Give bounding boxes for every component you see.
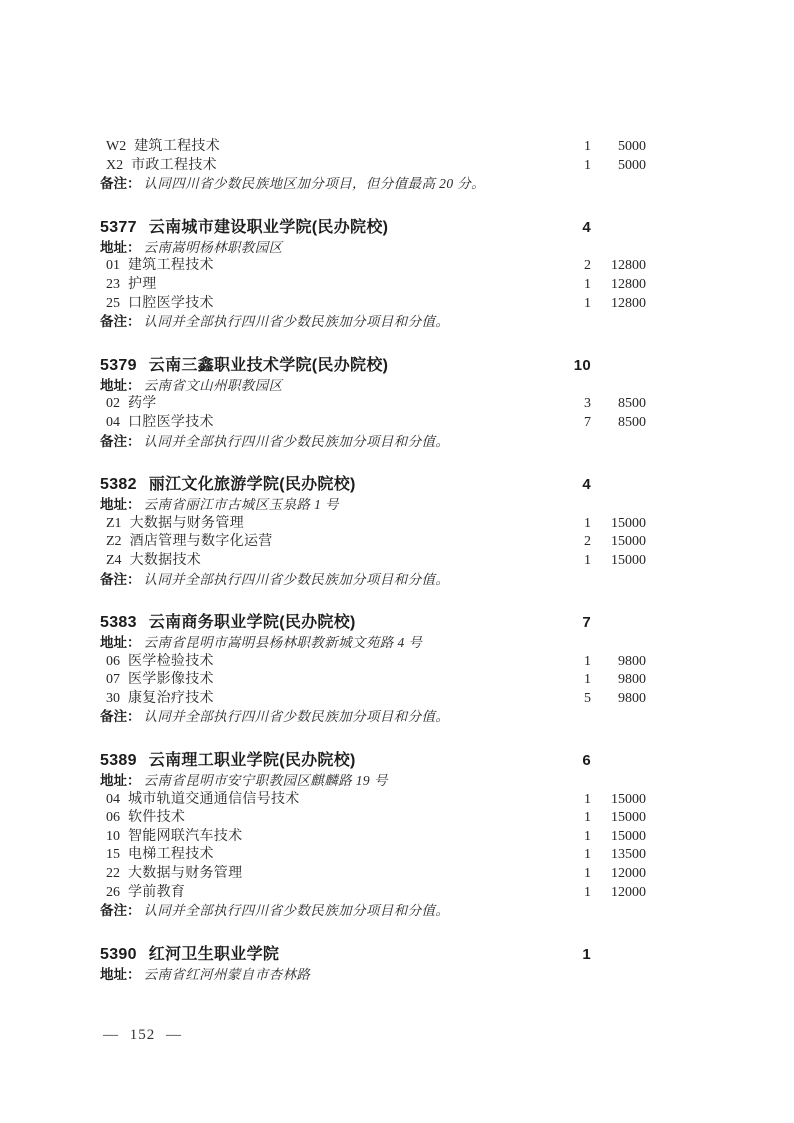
college-section <box>100 138 646 194</box>
course-plan-count: 1 <box>584 884 591 900</box>
remark-value: 认同并全部执行四川省少数民族加分项目和分值。 <box>143 709 450 725</box>
college-name: 云南城市建设职业学院(民办院校) <box>148 218 389 236</box>
course-plan-count: 1 <box>584 791 591 807</box>
course-tuition: 8500 <box>618 414 646 430</box>
course-plan-count: 7 <box>584 414 591 430</box>
college-code: 5379 <box>100 356 137 374</box>
course-row <box>100 809 646 828</box>
course-tuition: 12800 <box>611 276 646 292</box>
address-label: 地址： <box>100 377 141 393</box>
course-name: 口腔医学技术 <box>128 414 214 430</box>
college-code: 5383 <box>100 614 137 632</box>
course-tuition: 13500 <box>611 847 646 863</box>
remark-value: 认同并全部执行四川省少数民族加分项目和分值。 <box>143 571 450 587</box>
course-plan-count: 1 <box>584 866 591 882</box>
course-plan-count: 1 <box>584 157 591 173</box>
course-tuition: 15000 <box>611 534 646 550</box>
college-header <box>100 216 646 239</box>
college-code: 5382 <box>100 476 137 494</box>
course-tuition: 9800 <box>618 653 646 669</box>
course-code: 26 <box>106 884 120 900</box>
college-section <box>100 354 646 451</box>
course-code: 22 <box>106 866 120 882</box>
course-tuition: 15000 <box>611 791 646 807</box>
college-total-plan: 4 <box>582 476 591 494</box>
course-row <box>100 884 646 903</box>
course-row <box>100 276 646 295</box>
course-plan-count: 1 <box>584 515 591 531</box>
course-tuition: 8500 <box>618 396 646 412</box>
course-code: 25 <box>106 295 120 311</box>
remark-row <box>100 433 646 452</box>
course-name: 口腔医学技术 <box>128 295 214 311</box>
course-row <box>100 690 646 709</box>
college-name: 红河卫生职业学院 <box>148 945 280 963</box>
course-plan-count: 2 <box>584 534 591 550</box>
address-value: 云南省文山州职教园区 <box>143 377 283 393</box>
course-name: 大数据技术 <box>129 552 202 568</box>
course-row <box>100 865 646 884</box>
course-row <box>100 515 646 534</box>
address-label: 地址： <box>100 966 141 982</box>
course-plan-count: 2 <box>584 258 591 274</box>
address-value: 云南省昆明市嵩明县杨林职教新城文苑路 4 号 <box>143 635 423 651</box>
course-tuition: 5000 <box>618 139 646 154</box>
course-code: W2 <box>106 139 127 154</box>
course-code: 23 <box>106 276 120 292</box>
course-name: 智能网联汽车技术 <box>128 828 243 844</box>
course-name: 药学 <box>128 396 157 412</box>
address-row <box>100 634 646 653</box>
remark-row <box>100 902 646 921</box>
college-header <box>100 354 646 377</box>
course-row <box>100 653 646 672</box>
address-value: 云南省昆明市安宁职教园区麒麟路 19 号 <box>143 773 388 789</box>
course-plan-count: 1 <box>584 653 591 669</box>
college-section <box>100 749 646 921</box>
college-total-plan: 1 <box>582 945 591 963</box>
address-value: 云南省丽江市古城区玉泉路 1 号 <box>143 497 339 513</box>
course-row <box>100 846 646 865</box>
course-code: 15 <box>106 847 120 863</box>
course-code: 06 <box>106 653 120 669</box>
course-code: Z1 <box>106 515 122 531</box>
admissions-list <box>100 138 646 984</box>
address-value: 云南嵩明杨林职教园区 <box>143 239 283 255</box>
address-row <box>100 239 646 258</box>
course-plan-count: 1 <box>584 295 591 311</box>
remark-row <box>100 571 646 590</box>
course-list <box>100 138 646 175</box>
course-name: 建筑工程技术 <box>134 139 221 154</box>
college-code: 5390 <box>100 945 137 963</box>
course-row <box>100 295 646 314</box>
course-code: Z2 <box>106 534 122 550</box>
course-tuition: 12000 <box>611 884 646 900</box>
address-row <box>100 772 646 791</box>
course-plan-count: 5 <box>584 690 591 706</box>
address-row <box>100 496 646 515</box>
course-list <box>100 515 646 571</box>
remark-row <box>100 708 646 727</box>
course-name: 建筑工程技术 <box>128 258 214 274</box>
address-label: 地址： <box>100 239 141 255</box>
course-tuition: 12800 <box>611 295 646 311</box>
address-label: 地址： <box>100 497 141 513</box>
course-row <box>100 791 646 810</box>
college-name: 云南商务职业学院(民办院校) <box>148 614 356 632</box>
course-name: 电梯工程技术 <box>128 847 214 863</box>
course-plan-count: 1 <box>584 672 591 688</box>
course-code: X2 <box>106 157 124 173</box>
course-tuition: 12000 <box>611 866 646 882</box>
course-list <box>100 791 646 903</box>
college-section <box>100 473 646 589</box>
course-row <box>100 414 646 433</box>
course-tuition: 12800 <box>611 258 646 274</box>
remark-label: 备注： <box>100 433 141 449</box>
course-code: Z4 <box>106 552 122 568</box>
course-name: 城市轨道交通通信信号技术 <box>128 791 300 807</box>
course-tuition: 15000 <box>611 515 646 531</box>
course-code: 02 <box>106 396 120 412</box>
course-list <box>100 257 646 313</box>
course-plan-count: 1 <box>584 810 591 826</box>
address-label: 地址： <box>100 635 141 651</box>
course-row <box>100 552 646 571</box>
course-plan-count: 1 <box>584 552 591 568</box>
course-name: 护理 <box>128 276 157 292</box>
college-section <box>100 216 646 332</box>
address-row <box>100 377 646 396</box>
course-name: 大数据与财务管理 <box>129 515 244 531</box>
course-plan-count: 1 <box>584 847 591 863</box>
page-number: — 152 — <box>103 1027 182 1043</box>
college-total-plan: 4 <box>582 218 591 236</box>
course-code: 04 <box>106 791 120 807</box>
course-tuition: 15000 <box>611 552 646 568</box>
remark-label: 备注： <box>100 903 141 919</box>
course-row <box>100 395 646 414</box>
address-label: 地址： <box>100 773 141 789</box>
course-name: 软件技术 <box>128 810 186 826</box>
college-header <box>100 749 646 772</box>
course-name: 医学影像技术 <box>128 672 214 688</box>
college-total-plan: 6 <box>582 752 591 770</box>
remark-value: 认同并全部执行四川省少数民族加分项目和分值。 <box>143 903 450 919</box>
course-tuition: 15000 <box>611 828 646 844</box>
course-row <box>100 828 646 847</box>
remark-row <box>100 313 646 332</box>
remark-value: 认同四川省少数民族地区加分项目，但分值最高 20 分。 <box>143 176 486 192</box>
address-row <box>100 966 646 985</box>
course-tuition: 9800 <box>618 672 646 688</box>
college-total-plan: 10 <box>573 356 591 374</box>
course-code: 07 <box>106 672 120 688</box>
course-list <box>100 395 646 432</box>
course-plan-count: 1 <box>584 139 591 154</box>
course-row <box>100 138 646 157</box>
course-row <box>100 157 646 176</box>
remark-label: 备注： <box>100 176 141 192</box>
remark-value: 认同并全部执行四川省少数民族加分项目和分值。 <box>143 314 450 330</box>
course-row <box>100 257 646 276</box>
course-name: 医学检验技术 <box>128 653 214 669</box>
college-section <box>100 611 646 727</box>
course-tuition: 15000 <box>611 810 646 826</box>
course-name: 市政工程技术 <box>131 157 217 173</box>
remark-row <box>100 175 646 194</box>
college-code: 5389 <box>100 752 137 770</box>
college-section <box>100 943 646 985</box>
college-name: 云南三鑫职业技术学院(民办院校) <box>148 356 389 374</box>
course-tuition: 5000 <box>618 157 646 173</box>
course-code: 04 <box>106 414 120 430</box>
course-list <box>100 653 646 709</box>
college-header <box>100 473 646 496</box>
remark-label: 备注： <box>100 709 141 725</box>
course-row <box>100 671 646 690</box>
remark-value: 认同并全部执行四川省少数民族加分项目和分值。 <box>143 433 450 449</box>
college-name: 云南理工职业学院(民办院校) <box>148 752 356 770</box>
college-header <box>100 943 646 966</box>
remark-label: 备注： <box>100 314 141 330</box>
course-code: 10 <box>106 828 120 844</box>
course-name: 大数据与财务管理 <box>128 866 243 882</box>
course-plan-count: 1 <box>584 276 591 292</box>
course-plan-count: 1 <box>584 828 591 844</box>
course-row <box>100 533 646 552</box>
college-total-plan: 7 <box>582 614 591 632</box>
college-header <box>100 611 646 634</box>
college-name: 丽江文化旅游学院(民办院校) <box>148 476 356 494</box>
remark-label: 备注： <box>100 571 141 587</box>
course-plan-count: 3 <box>584 396 591 412</box>
course-name: 学前教育 <box>128 884 186 900</box>
course-name: 酒店管理与数字化运营 <box>129 534 273 550</box>
course-code: 01 <box>106 258 120 274</box>
address-value: 云南省红河州蒙自市杏林路 <box>143 966 311 982</box>
course-code: 30 <box>106 690 120 706</box>
course-name: 康复治疗技术 <box>128 690 214 706</box>
course-code: 06 <box>106 810 120 826</box>
course-tuition: 9800 <box>618 690 646 706</box>
college-code: 5377 <box>100 218 137 236</box>
